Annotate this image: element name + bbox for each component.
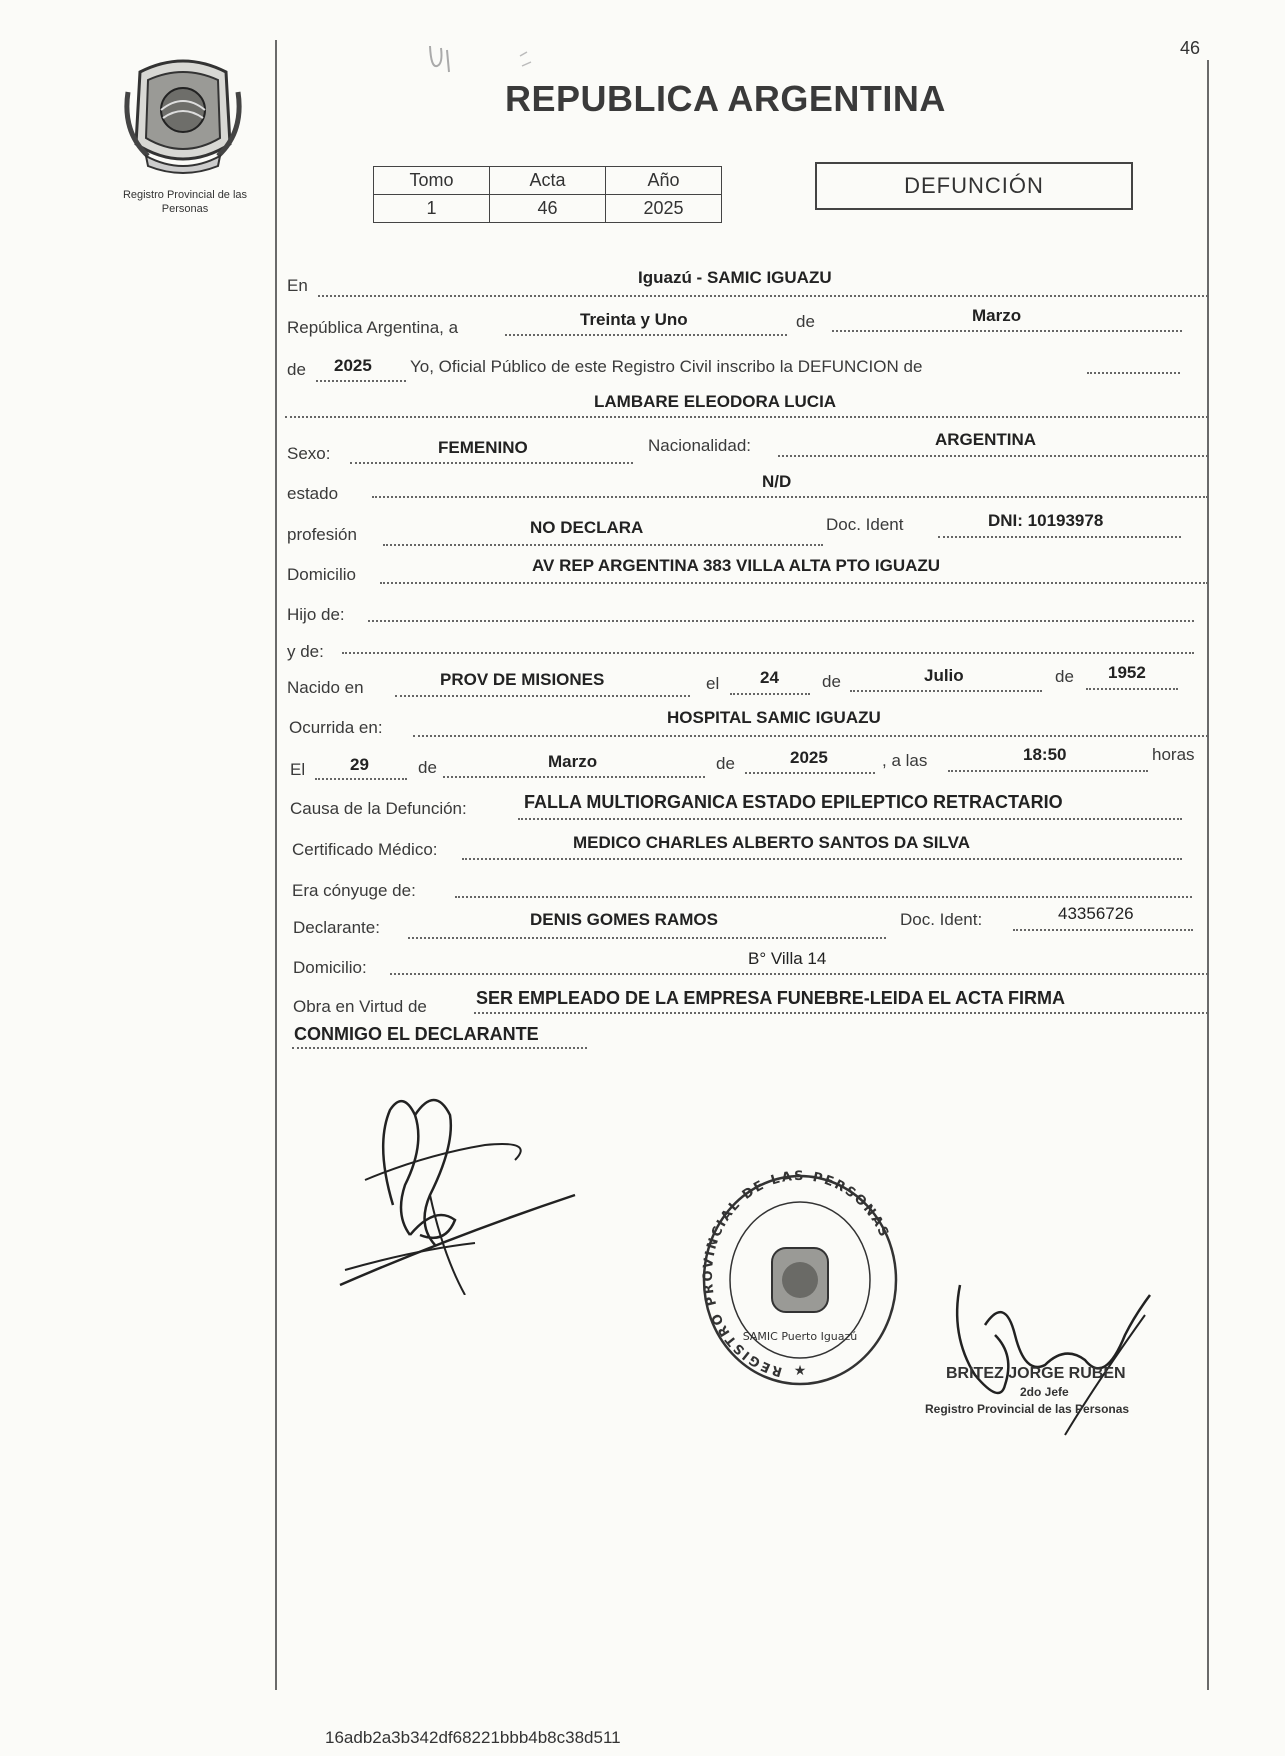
dotted-line [1086, 688, 1178, 690]
value-nac-dia: 24 [760, 668, 779, 687]
dotted-line [938, 536, 1181, 538]
label-de-o1: de [418, 758, 437, 777]
value-obra-line1: SER EMPLEADO DE LA EMPRESA FUNEBRE-LEIDA EL ACTA FIRMA [476, 988, 1066, 1008]
value-estado: N/D [762, 472, 792, 491]
value-domicilio-declarante: B° Villa 14 [748, 949, 827, 968]
value-anio: 2025 [334, 356, 372, 375]
dotted-line [316, 380, 406, 382]
seal-ring-text: REGISTRO PROVINCIAL DE LAS PERSONAS [701, 1170, 892, 1379]
dotted-line [372, 496, 1208, 498]
value-anio: 2025 [606, 195, 722, 223]
value-nacido-en: PROV DE MISIONES [440, 670, 605, 689]
signatory-name: BRITEZ JORGE RUBEN [946, 1365, 1126, 1382]
declarant-signature [335, 1085, 585, 1295]
header-anio: Año [606, 167, 722, 195]
header-tomo: Tomo [374, 167, 490, 195]
value-certificado: MEDICO CHARLES ALBERTO SANTOS DA SILVA [573, 833, 971, 852]
value-obra-line2: CONMIGO EL DECLARANTE [294, 1024, 539, 1044]
signatory-office: Registro Provincial de las Personas [925, 1402, 1130, 1416]
dotted-line [292, 1047, 587, 1049]
dotted-line [342, 652, 1194, 654]
label-profesion: profesión [287, 525, 357, 544]
label-doc-ident: Doc. Ident [826, 515, 904, 534]
dotted-line [778, 455, 1208, 457]
label-doc-ident2: Doc. Ident: [900, 910, 983, 929]
page-number: 46 [1180, 38, 1201, 58]
value-nombre: LAMBARE ELEODORA LUCIA [594, 392, 837, 411]
official-signature [945, 1275, 1175, 1445]
dotted-line [462, 858, 1182, 860]
dotted-line [1013, 929, 1193, 931]
registry-label: Registro Provincial de las Personas [122, 189, 248, 215]
label-hijo-de: Hijo de: [287, 605, 345, 624]
dotted-line [350, 462, 633, 464]
dotted-line [455, 896, 1192, 898]
signatory-role: 2do Jefe [1020, 1385, 1069, 1399]
label-ocurrida-en: Ocurrida en: [289, 718, 383, 737]
label-el: el [706, 674, 720, 693]
dotted-line [505, 334, 787, 336]
dotted-line [518, 818, 1182, 820]
dotted-line [1087, 372, 1180, 374]
value-profesion: NO DECLARA [530, 518, 644, 537]
value-declarante: DENIS GOMES RAMOS [530, 910, 718, 929]
value-nacionalidad: ARGENTINA [935, 430, 1037, 449]
value-causa: FALLA MULTIORGANICA ESTADO EPILEPTICO RETRACTARIO [524, 792, 1063, 812]
label-y-de: y de: [287, 642, 324, 661]
official-seal [700, 1170, 900, 1400]
dotted-line [948, 770, 1148, 772]
dotted-line [832, 330, 1182, 332]
province-emblem [118, 52, 248, 180]
value-ocurrida-en: HOSPITAL SAMIC IGUAZU [667, 708, 881, 727]
value-nac-anio: 1952 [1108, 663, 1146, 682]
label-nacionalidad: Nacionalidad: [648, 436, 752, 455]
label-yo-text: Yo, Oficial Público de este Registro Civil inscribo la DEFUNCION de [410, 357, 923, 376]
dotted-line [474, 1012, 1208, 1014]
label-a-las: , a las [882, 751, 928, 770]
dotted-line [730, 693, 810, 695]
label-de-n2: de [1055, 667, 1074, 686]
dotted-line [380, 582, 1208, 584]
label-de-o2: de [716, 754, 735, 773]
dotted-line [390, 973, 1208, 975]
dotted-line [408, 937, 886, 939]
label-obra: Obra en Virtud de [293, 997, 427, 1016]
seal-star-icon: ★ [793, 1362, 807, 1378]
value-nac-mes: Julio [924, 666, 964, 685]
value-oc-dia: 29 [350, 755, 369, 774]
label-declarante: Declarante: [293, 918, 380, 937]
label-conyuge: Era cónyuge de: [292, 881, 416, 900]
seal-inner-text: SAMIC Puerto Iguazú [742, 1330, 858, 1343]
label-domicilio: Domicilio [287, 565, 356, 584]
dotted-line [395, 695, 690, 697]
dotted-line [745, 772, 875, 774]
label-republica: República Argentina, a [287, 318, 459, 337]
value-hora: 18:50 [1023, 745, 1067, 764]
page-title: REPUBLICA ARGENTINA [505, 78, 946, 119]
dotted-line [318, 295, 1208, 297]
dotted-line [413, 735, 1208, 737]
label-certificado: Certificado Médico: [292, 840, 438, 859]
value-domicilio: AV REP ARGENTINA 383 VILLA ALTA PTO IGUAZU [532, 556, 941, 575]
label-el2: El [290, 760, 306, 779]
right-margin-rule [1207, 60, 1209, 1690]
value-oc-mes: Marzo [548, 752, 598, 771]
value-doc: DNI: 10193978 [988, 511, 1104, 530]
value-lugar: Iguazú - SAMIC IGUAZU [638, 268, 832, 287]
header-acta: Acta [490, 167, 606, 195]
label-nacido-en: Nacido en [287, 678, 364, 697]
dotted-line [285, 416, 1208, 418]
value-acta: 46 [490, 195, 606, 223]
label-de-n1: de [822, 672, 841, 691]
dotted-line [368, 620, 1194, 622]
record-type: DEFUNCIÓN [815, 162, 1133, 210]
value-doc-declarante: 43356726 [1058, 904, 1134, 923]
label-estado: estado [287, 484, 339, 503]
document-hash: 16adb2a3b342df68221bbb4b8c38d511 [325, 1728, 621, 1747]
record-table [373, 166, 722, 223]
label-domicilio2: Domicilio: [293, 958, 367, 977]
value-mes: Marzo [972, 306, 1022, 325]
value-tomo: 1 [374, 195, 490, 223]
dotted-line [315, 778, 407, 780]
dotted-line [443, 776, 705, 778]
left-margin-rule [275, 40, 277, 1690]
label-en: En [287, 276, 308, 295]
label-sexo: Sexo: [287, 444, 331, 463]
value-dia-letras: Treinta y Uno [580, 310, 688, 329]
label-causa: Causa de la Defunción: [290, 799, 467, 818]
handwritten-marks [425, 38, 535, 78]
label-horas: horas [1152, 745, 1195, 764]
label-de2: de [287, 360, 306, 379]
dotted-line [383, 544, 823, 546]
dotted-line [850, 690, 1042, 692]
value-oc-anio: 2025 [790, 748, 828, 767]
label-de: de [796, 312, 815, 331]
value-sexo: FEMENINO [438, 438, 528, 457]
